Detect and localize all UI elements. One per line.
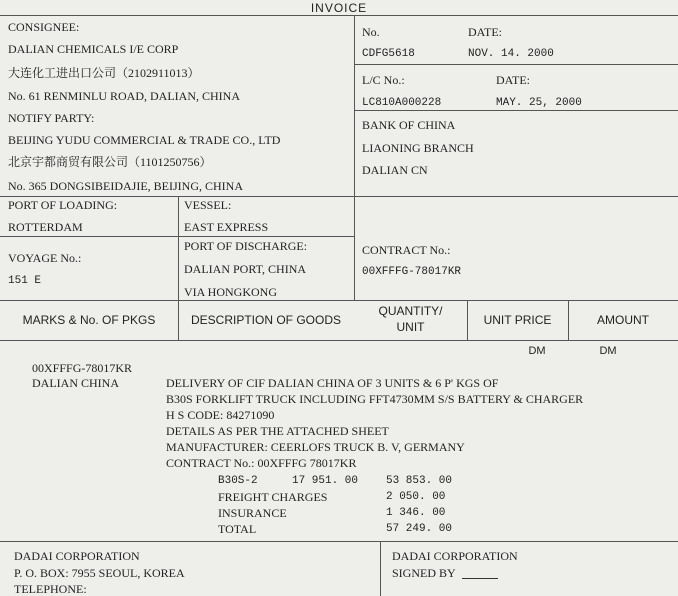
description-line: B30S FORKLIFT TRUCK INCLUDING FFT4730MM S/S BATTERY & CHARGER <box>166 392 584 406</box>
consignee-address: No. 61 RENMINLU ROAD, DALIAN, CHINA <box>8 89 240 103</box>
lc-date-value: MAY. 25, 2000 <box>496 97 582 109</box>
description-line: H S CODE: 84271090 <box>166 408 275 422</box>
lc-no-label: L/C No.: <box>362 73 405 87</box>
line-item-amount: 57 249. 00 <box>386 523 453 535</box>
col-amount-header: AMOUNT <box>597 313 649 327</box>
bank-line: DALIAN CN <box>362 163 428 177</box>
consignee-name: DALIAN CHEMICALS I/E CORP <box>8 42 179 56</box>
contract-label: CONTRACT No.: <box>362 243 451 257</box>
port-discharge-value: DALIAN PORT, CHINA <box>184 262 307 276</box>
line-item-name: TOTAL <box>218 522 257 536</box>
line-item-name: FREIGHT CHARGES <box>218 490 328 504</box>
line-item-unit-price: 17 951. 00 <box>292 475 359 487</box>
signature-line <box>462 578 498 579</box>
vessel-label: VESSEL: <box>184 198 232 212</box>
notify-address: No. 365 DONGSIBEIDAJIE, BEIJING, CHINA <box>8 179 243 193</box>
date-value: NOV. 14. 2000 <box>468 48 554 60</box>
lc-date-label: DATE: <box>496 73 530 87</box>
signature-company: DADAI CORPORATION <box>392 549 518 563</box>
consignee-name-cn: 大连化工进出口公司（2102911013） <box>8 66 200 80</box>
notify-name-cn: 北京宇都商贸有限公司（1101250756） <box>8 155 212 169</box>
consignee-label: CONSIGNEE: <box>8 20 80 34</box>
lc-no-value: LC810A000228 <box>362 97 442 109</box>
shipper-telephone: TELEPHONE: <box>14 582 87 596</box>
date-label: DATE: <box>468 25 502 39</box>
shipping-mark: 00XFFFG-78017KR <box>32 361 133 375</box>
col-quantity-unit-header: UNIT <box>396 320 425 334</box>
invoice-title: INVOICE <box>310 1 368 15</box>
col-marks-header: MARKS & No. OF PKGS <box>22 313 156 327</box>
line-item-amount: 53 853. 00 <box>386 475 453 487</box>
port-discharge-label: PORT OF DISCHARGE: <box>184 239 308 253</box>
col-quantity-header: QUANTITY/ <box>378 304 443 318</box>
description-line: CONTRACT No.: 00XFFFG 78017KR <box>166 456 357 470</box>
invoice-no-value: CDFG5618 <box>362 48 415 60</box>
line-item-amount: 2 050. 00 <box>386 491 446 503</box>
notify-label: NOTIFY PARTY: <box>8 111 95 125</box>
line-item-name: B30S-2 <box>218 475 258 487</box>
currency-unit-price: DM <box>528 345 546 357</box>
invoice-no-label: No. <box>362 25 380 39</box>
bank-line: BANK OF CHINA <box>362 118 456 132</box>
shipper-po-box: P. O. BOX: 7955 SEOUL, KOREA <box>14 566 185 580</box>
vessel-value: EAST EXPRESS <box>184 220 269 234</box>
voyage-value: 151 E <box>8 275 42 287</box>
shipper-name: DADAI CORPORATION <box>14 549 140 563</box>
bank-line: LIAONING BRANCH <box>362 141 474 155</box>
currency-amount: DM <box>599 345 617 357</box>
port-loading-value: ROTTERDAM <box>8 220 83 234</box>
col-description-header: DESCRIPTION OF GOODS <box>190 313 341 327</box>
col-unit-price-header: UNIT PRICE <box>483 313 552 327</box>
signed-by-label: SIGNED BY <box>392 566 456 580</box>
line-item-amount: 1 346. 00 <box>386 507 446 519</box>
voyage-label: VOYAGE No.: <box>8 251 82 265</box>
port-discharge-via: VIA HONGKONG <box>184 285 277 299</box>
port-loading-label: PORT OF LOADING: <box>8 198 118 212</box>
description-line: MANUFACTURER: CEERLOFS TRUCK B. V, GERMANY <box>166 440 465 454</box>
description-line: DELIVERY OF CIF DALIAN CHINA OF 3 UNITS & 6 P' KGS OF <box>166 376 499 390</box>
shipping-mark: DALIAN CHINA <box>32 376 119 390</box>
line-item-name: INSURANCE <box>218 506 287 520</box>
notify-name: BEIJING YUDU COMMERCIAL & TRADE CO., LTD <box>8 133 281 147</box>
description-line: DETAILS AS PER THE ATTACHED SHEET <box>166 424 389 438</box>
contract-value: 00XFFFG-78017KR <box>362 266 462 278</box>
